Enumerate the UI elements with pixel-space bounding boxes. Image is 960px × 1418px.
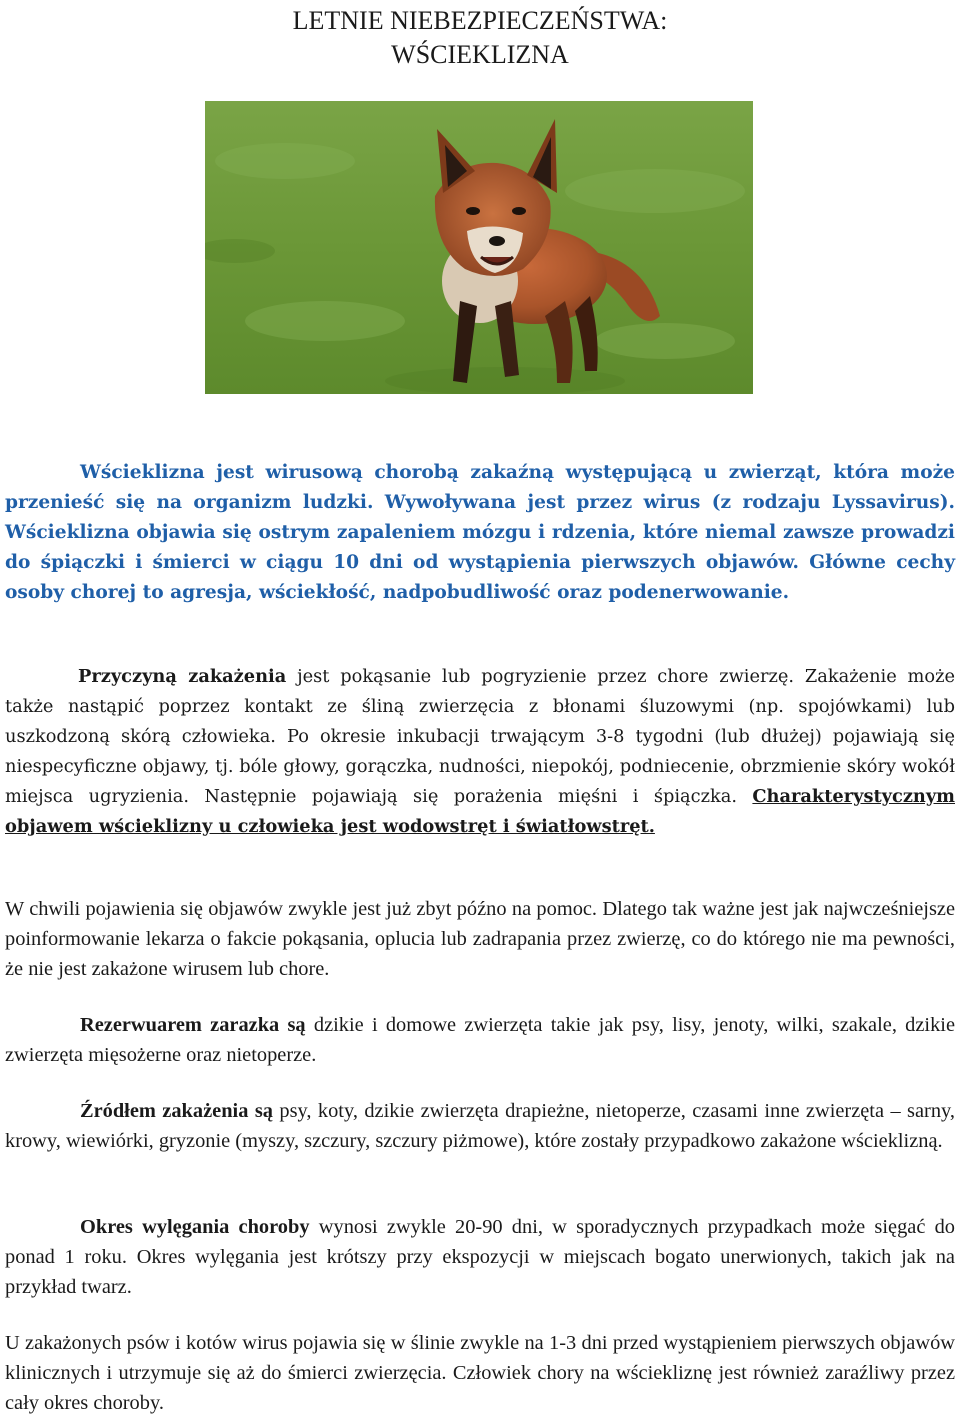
paragraph-help: W chwili pojawienia się objawów zwykle jest już zbyt późno na pomoc. Dlatego tak ważne jest jak najwcześniejsze poinformowanie lekarza o fakcie pokąsania, oplucia lub zadrapania przez zwierzę, co do którego nie ma pewności, że nie jest zakażone wirusem lub chore. xyxy=(5,898,955,980)
title-line-1: LETNIE NIEBEZPIECZEŃSTWA: xyxy=(292,6,668,35)
title-line-2: WŚCIEKLIZNA xyxy=(391,40,569,69)
key-symptom: Charakterystycznym objawem wścieklizny u człowieka jest wodowstręt i światłowstręt. xyxy=(5,786,955,837)
paragraph-reservoir xyxy=(5,1010,955,1070)
incubation-heading: Okres wylęgania choroby xyxy=(80,1216,310,1238)
paragraph-intro: Wścieklizna jest wirusową chorobą zakaźną występującą u zwierząt, która może przenieść się na organizm ludzki. Wywoływana jest przez wirus (z rodzaju Lyssavirus). Wścieklizna objawia się ostrym zapaleniem mózgu i rdzenia, które niemal zawsze prowadzi do śpiączki i śmierci w ciągu 10 dni od wystąpienia pierwszych objawów. Główne cechy osoby chorej to agresja, wściekłość, nadpobudliwość oraz podenerwowanie. xyxy=(5,462,955,603)
cause-heading: Przyczyną zakażenia xyxy=(78,666,287,687)
source-text: psy, koty, dzikie zwierzęta drapieżne, nietoperze, czasami inne zwierzęta – sarny, krowy, wiewiórki, gryzonie (myszy, szczury, szczury piżmowe), które zostały przypadkowo zakażone wścieklizną. xyxy=(5,1100,955,1152)
paragraph-cause xyxy=(5,662,955,842)
source-heading: Źródłem zakażenia są xyxy=(80,1100,273,1122)
paragraph-source xyxy=(5,1096,955,1156)
incubation-text: wynosi zwykle 20-90 dni, w sporadycznych przypadkach może sięgać do ponad 1 roku. Okres wylęgania jest krótszy przy ekspozycji w miejscach bogato unerwionych, takich jak na przykład twarz. xyxy=(5,1216,955,1298)
reservoir-heading: Rezerwuarem zarazka są xyxy=(80,1014,306,1036)
fox-illustration xyxy=(205,101,753,394)
paragraph-transmission: U zakażonych psów i kotów wirus pojawia się w ślinie zwykle na 1-3 dni przed wystąpieniem pierwszych objawów klinicznych i utrzymuje się aż do śmierci zwierzęcia. Człowiek chory na wściekliznę jest również zaraźliwy przez cały okres choroby. xyxy=(5,1332,955,1414)
reservoir-text: dzikie i domowe zwierzęta takie jak psy, lisy, jenoty, wilki, szakale, dzikie zwierzęta mięsożerne oraz nietoperze. xyxy=(5,1014,955,1066)
cause-text: jest pokąsanie lub pogryzienie przez chore zwierzę. Zakażenie może także nastąpić poprzez kontakt ze śliną zwierzęcia z błonami śluzowymi (np. spojówkami) lub uszkodzoną skórą człowieka. Po okresie inkubacji trwającym 3-8 tygodni (lub dłużej) pojawiają się niespecyficzne objawy, tj. bóle głowy, gorączka, nudności, niepokój, podniecenie, obrzmienie skóry wokół miejsca ugryzienia. Następnie pojawiają się porażenia mięśni i śpiączka. xyxy=(5,666,956,807)
fox-photo xyxy=(205,101,753,394)
paragraph-incubation xyxy=(5,1212,955,1302)
page-title xyxy=(0,4,960,72)
